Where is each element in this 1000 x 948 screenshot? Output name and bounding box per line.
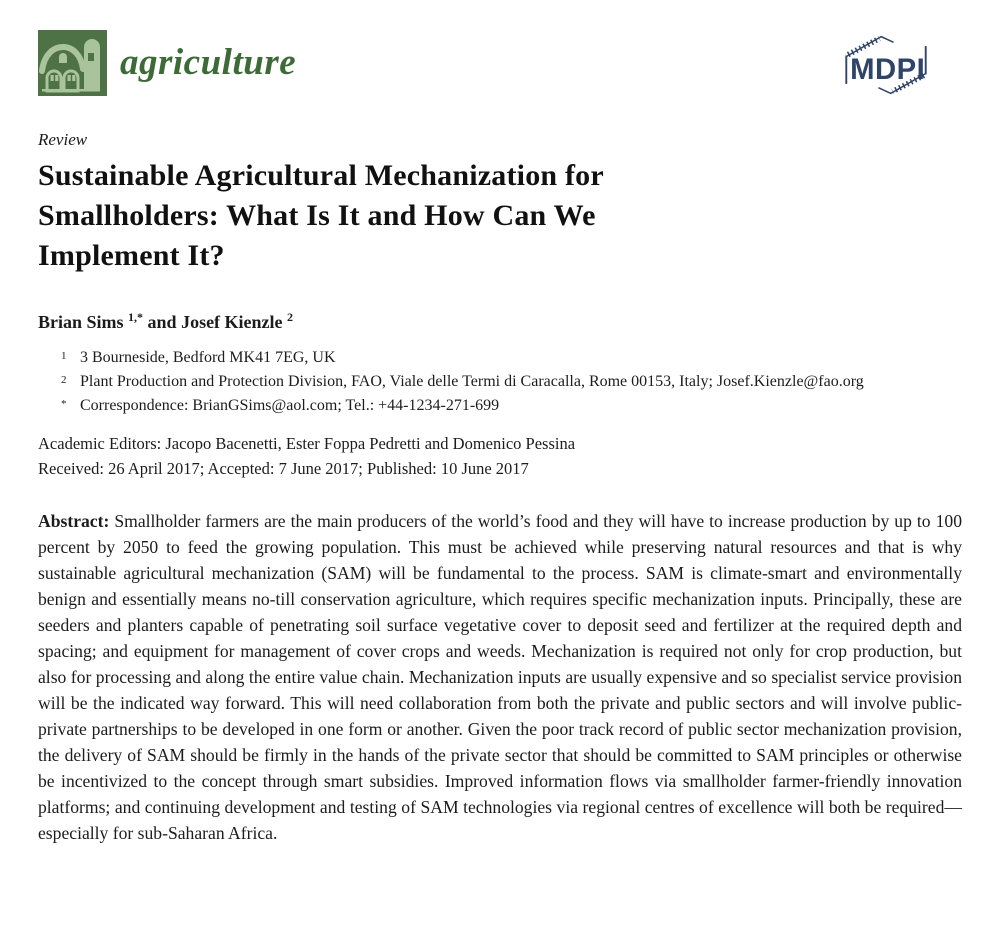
- article-first-page: [0, 130, 1000, 846]
- abstract-label: Abstract:: [38, 511, 110, 531]
- journal-name: agriculture: [120, 42, 297, 83]
- abstract-paragraph: [38, 508, 962, 846]
- abstract-text: Smallholder farmers are the main producers of the world’s food and they will have to increase production by up to 100 percent by 2050 to feed the growing population. This must be achieved while preserving natural resources and that is why sustainable agricultural mechanization (SAM) will be fundamental to the process. SAM is climate-smart and environmentally benign and essentially means no-till conservation agriculture, which requires specific mechanization inputs. Principally, these are seeders and planters capable of penetrating soil surface vegetative cover to deposit seed and fertilizer at the required depth and spacing; and equipment for management of cover crops and weeds. Mechanization is required not only for crop production, but also for processing and along the entire value chain. Mechanization inputs are usually expensive and so specialist service provision will be the indicated way forward. This will need collaboration from both the private and public sectors and will involve public-private partnerships to be developed in one form or another. Given the poor track record of public sector mechanization provision, the delivery of SAM should be firmly in the hands of the private sector that should be committed to SAM principles or otherwise be incentivized to the concept through smart subsidies. Improved information flows via smallholder farmer-friendly innovation platforms; and continuing development and testing of SAM technologies via regional centres of excellence will both be required—especially for sub-Saharan Africa.: [38, 511, 962, 843]
- affiliation-marker: 1: [61, 350, 67, 362]
- article-title-line-3: Implement It?: [38, 239, 225, 272]
- author-1-affiliation-sup: 1,*: [128, 310, 144, 324]
- journal-brand: [38, 30, 296, 96]
- article-title-line-1: Sustainable Agricultural Mechanization for: [38, 159, 604, 192]
- journal-header: [0, 0, 1000, 100]
- author-name-2: Josef Kienzle: [181, 312, 283, 332]
- mdpi-logo-text: MDPI: [850, 53, 926, 87]
- author-2-affiliation-sup: 2: [287, 310, 294, 324]
- academic-editors-line: Academic Editors: Jacopo Bacenetti, Ester Foppa Pedretti and Domenico Pessina: [38, 434, 576, 453]
- agriculture-barn-logo-icon: [38, 30, 107, 96]
- article-title-line-2: Smallholders: What Is It and How Can We: [38, 199, 596, 232]
- affiliation-text: Correspondence: BrianGSims@aol.com; Tel.: +44-1234-271-699: [80, 397, 500, 414]
- mdpi-logo: [834, 30, 938, 100]
- authors-line: [38, 310, 962, 333]
- affiliation-text: 3 Bourneside, Bedford MK41 7EG, UK: [80, 349, 336, 366]
- article-history-line: Received: 26 April 2017; Accepted: 7 June 2017; Published: 10 June 2017: [38, 459, 529, 478]
- affiliation-item: [38, 370, 960, 394]
- article-type-label: Review: [38, 130, 88, 149]
- affiliation-item: [38, 346, 960, 370]
- article-title: [38, 156, 798, 276]
- author-connector: and: [147, 312, 177, 332]
- affiliation-item: [38, 394, 960, 418]
- author-name-1: Brian Sims: [38, 312, 124, 332]
- affiliation-marker: 2: [61, 374, 67, 386]
- affiliation-list: [38, 346, 962, 418]
- affiliation-marker: *: [61, 398, 67, 410]
- affiliation-text: Plant Production and Protection Division, FAO, Viale delle Termi di Caracalla, Rome 00153, Italy; Josef.Kienzle@fao.org: [80, 373, 864, 390]
